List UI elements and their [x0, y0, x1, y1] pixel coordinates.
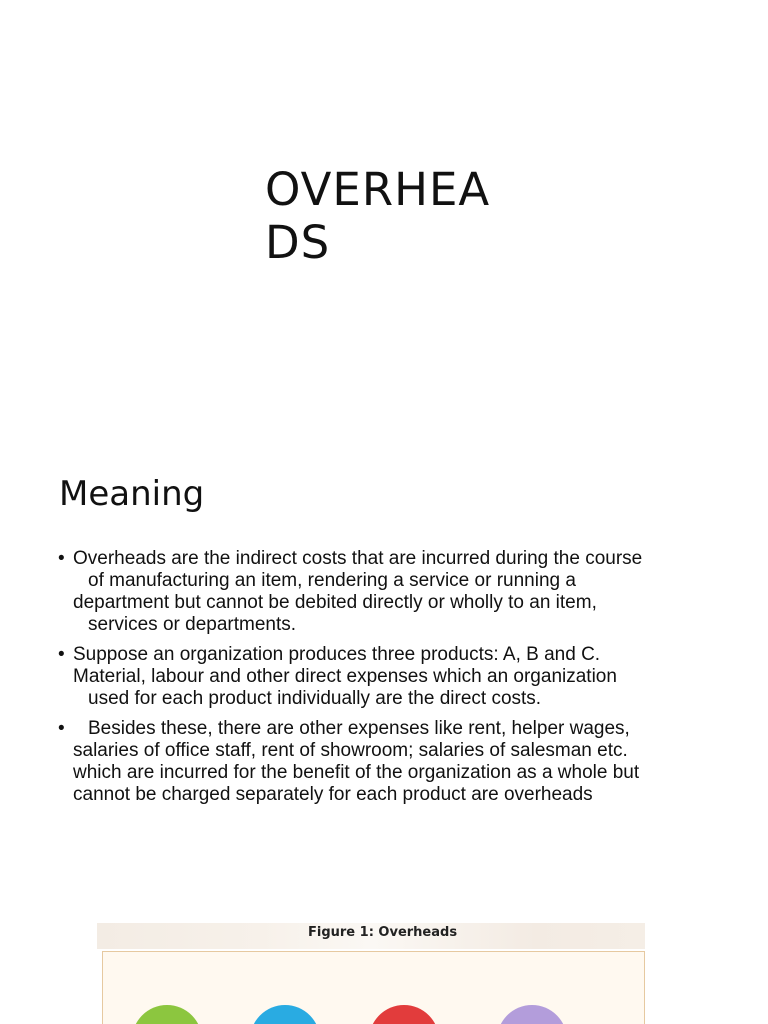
slide-title-line-1: OVERHEA: [265, 163, 491, 216]
bullet-item-1: [58, 548, 708, 636]
bullet-marker: •: [58, 718, 65, 739]
bullet-list: [58, 548, 708, 814]
bullet-3-line-3: which are incurred for the benefit of the organization as a whole but: [73, 762, 640, 783]
bullet-1-line-1: Overheads are the indirect costs that are incurred during the course: [73, 548, 643, 569]
bullet-2-line-3: used for each product individually are the direct costs.: [88, 688, 542, 709]
bullet-3-line-2: salaries of office staff, rent of showroom; salaries of salesman etc.: [73, 740, 628, 761]
bullet-item-3: [58, 718, 708, 806]
bullet-1-line-3: department but cannot be debited directly or wholly to an item,: [73, 592, 597, 613]
bullet-marker: •: [58, 644, 65, 665]
section-heading: Meaning: [59, 474, 205, 514]
bullet-3-line-4: cannot be charged separately for each product are overheads: [73, 784, 593, 805]
bullet-item-2: [58, 644, 708, 710]
bullet-1-line-2: of manufacturing an item, rendering a service or running a: [88, 570, 576, 591]
bullet-2-line-1: Suppose an organization produces three products: A, B and C.: [73, 644, 601, 665]
figure-caption: Figure 1: Overheads: [308, 925, 458, 940]
bullet-3-line-1: Besides these, there are other expenses like rent, helper wages,: [88, 718, 630, 739]
slide-title-line-2: DS: [265, 216, 331, 269]
slide-title: [265, 163, 515, 269]
bullet-marker: •: [58, 548, 65, 569]
bullet-1-line-4: services or departments.: [88, 614, 297, 635]
bullet-2-line-2: Material, labour and other direct expenses which an organization: [73, 666, 617, 687]
